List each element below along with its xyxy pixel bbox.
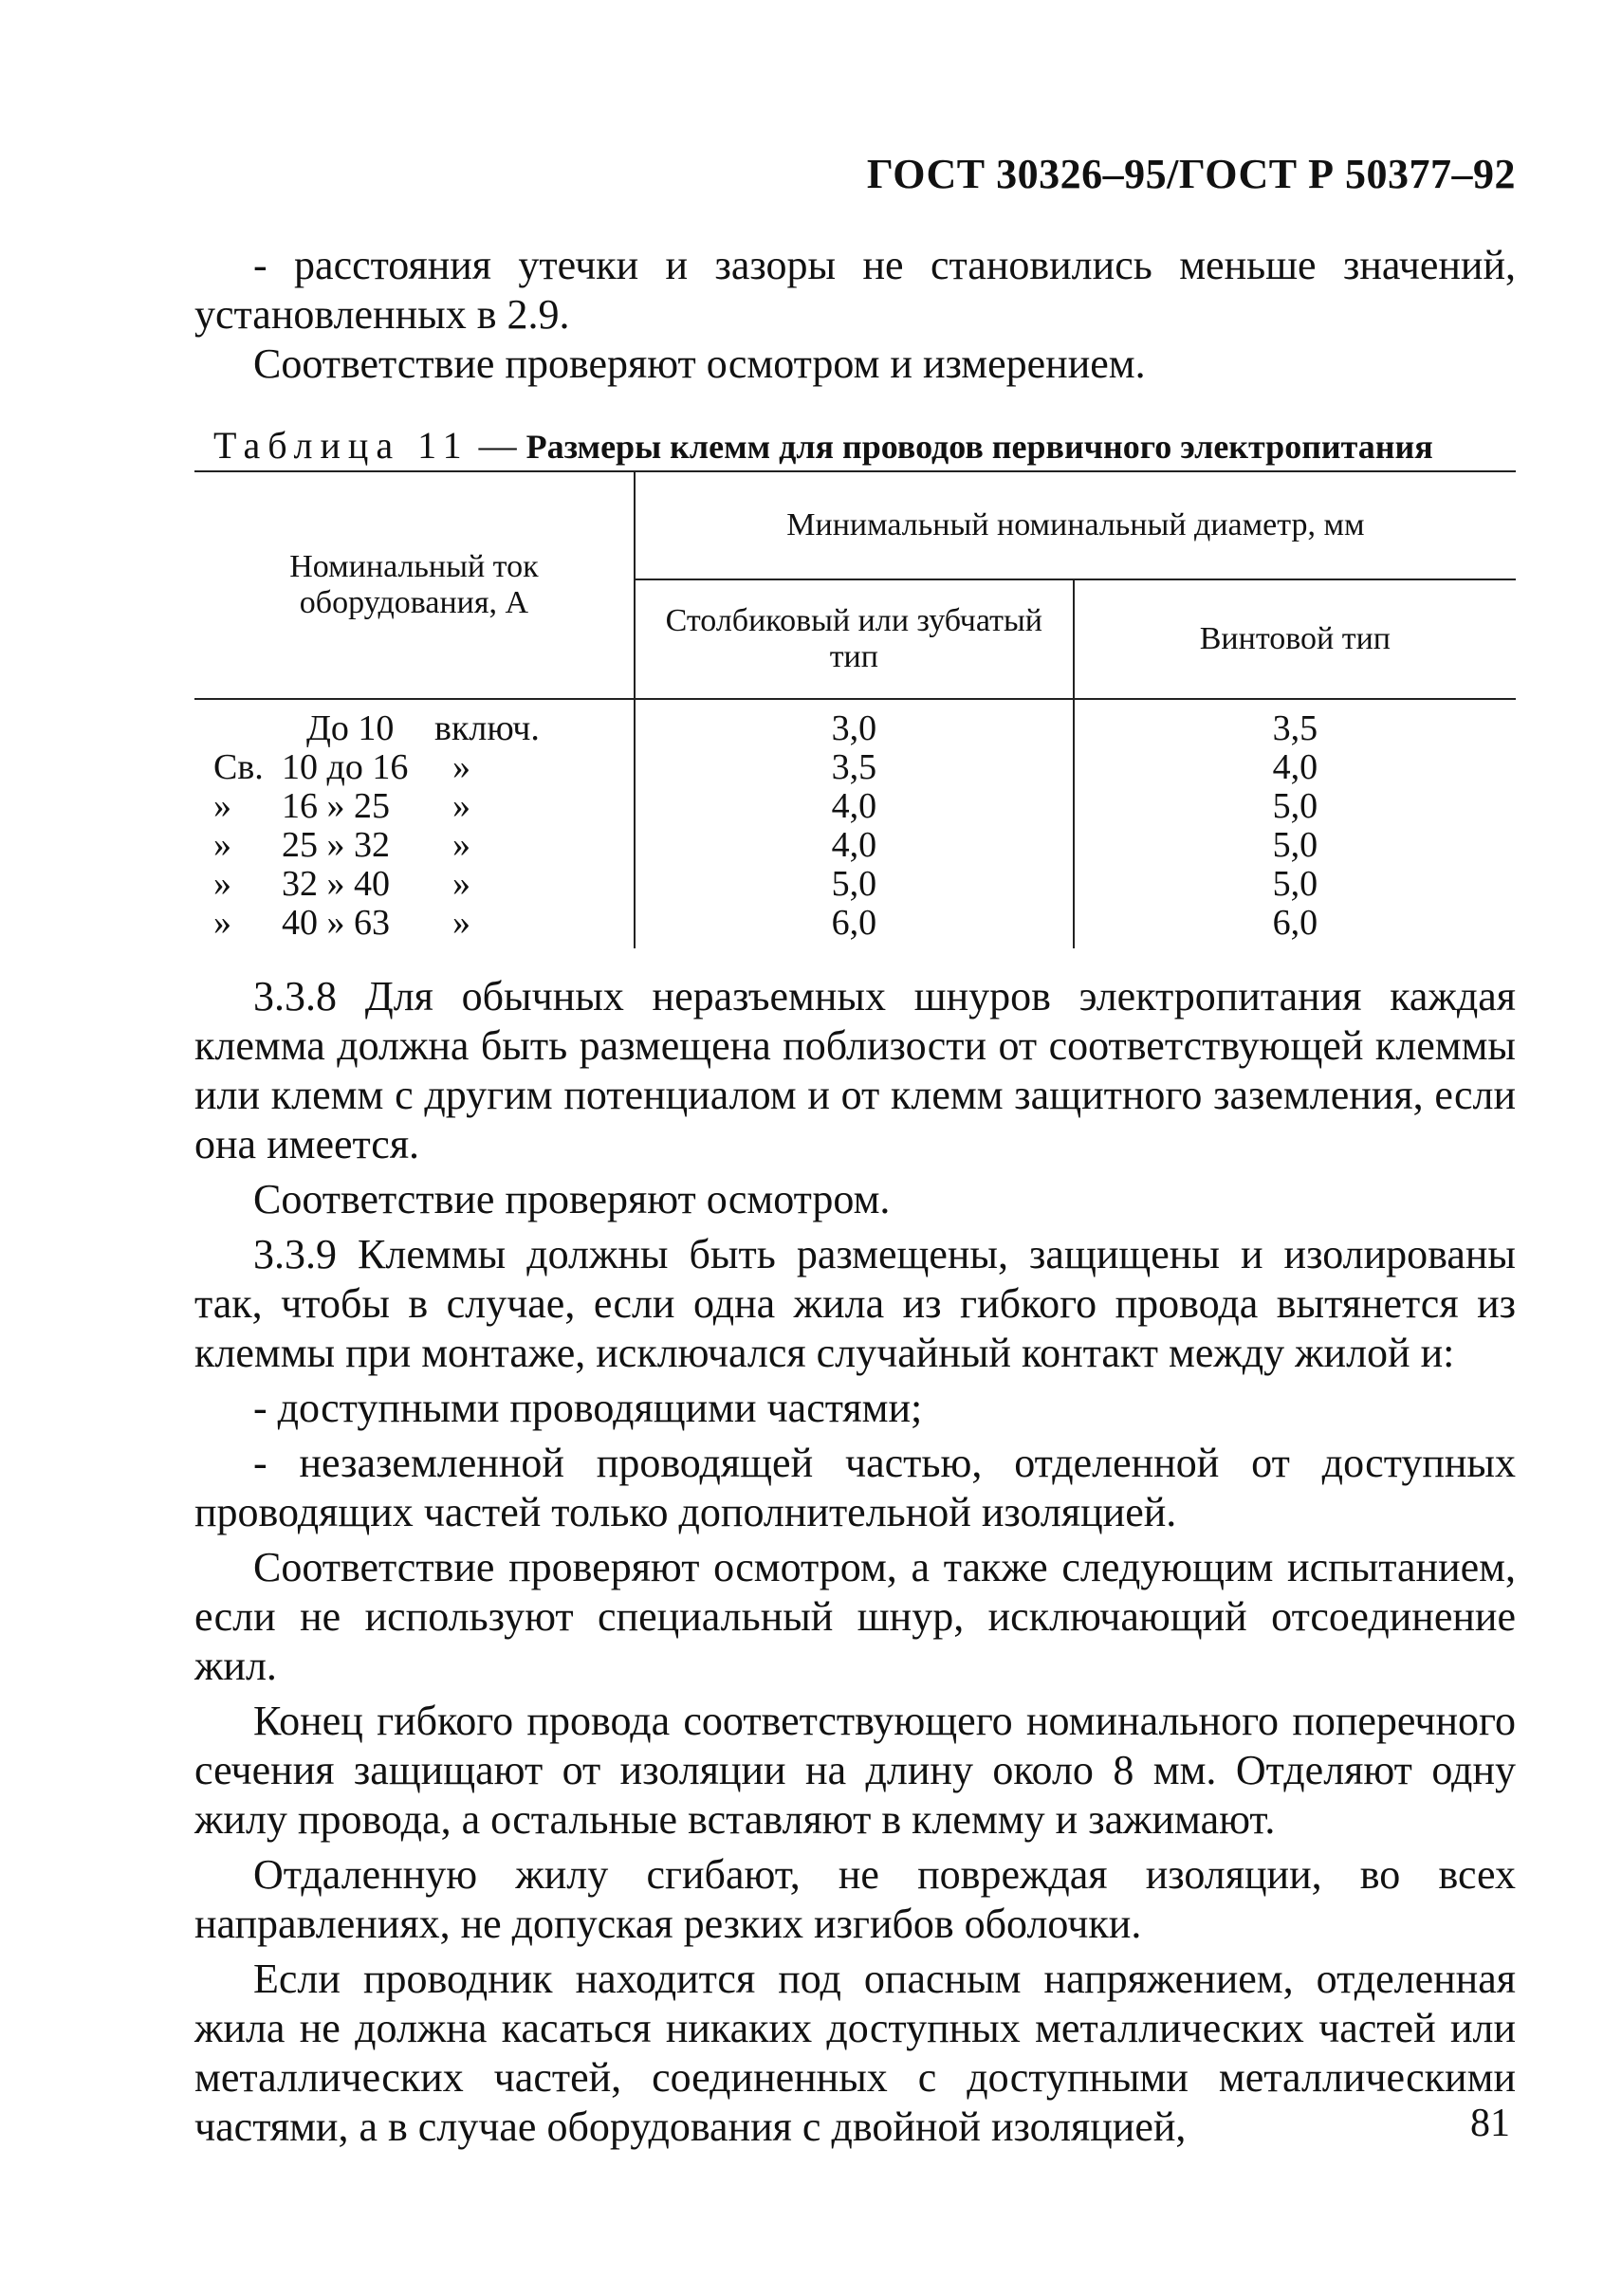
table-row: [194, 699, 1516, 748]
table-row: [194, 787, 1516, 826]
table-row: [194, 748, 1516, 787]
range-prefix: »: [213, 864, 231, 904]
paragraph: Если проводник находится под опасным напряжением, отделенная жила не должна касаться никаких доступных металлических частей или металлических частей, соединенных с доступными металлическими частями, а в случае оборудования с двойной изоляцией,: [194, 1956, 1516, 2150]
post-type-value: 4,0: [635, 826, 1074, 865]
current-range-cell: [194, 826, 635, 865]
paragraph: Соответствие проверяют осмотром и измерением.: [253, 340, 1146, 387]
current-range-cell: [194, 699, 635, 748]
post-type-value: 3,0: [635, 699, 1074, 748]
screw-type-value: 5,0: [1074, 865, 1516, 904]
list-item: - доступными проводящими частями;: [253, 1385, 923, 1431]
current-range-cell: [194, 748, 635, 787]
column-header-screw-type: Винтовой тип: [1074, 579, 1516, 699]
table-label: Таблица 11: [213, 424, 470, 467]
table-row: [194, 865, 1516, 904]
current-range-cell: [194, 904, 635, 948]
range-values: 10 до 16: [282, 747, 409, 787]
page-number: 81: [1470, 2102, 1510, 2145]
screw-type-value: 5,0: [1074, 826, 1516, 865]
paragraph: 3.3.8 Для обычных неразъемных шнуров электропитания каждая клемма должна быть размещена поблизости от соответствующей клеммы или клемм с другим потенциалом и от клемм защитного заземления, если она имеется.: [194, 973, 1516, 1167]
post-type-value: 4,0: [635, 787, 1074, 826]
post-type-value: 6,0: [635, 904, 1074, 948]
intro-text: [194, 241, 1516, 389]
range-suffix: »: [452, 786, 470, 826]
range-values: 25 » 32: [282, 825, 390, 865]
range-values: 40 » 63: [282, 903, 390, 943]
range-prefix: Св.: [213, 747, 264, 787]
main-text: [194, 972, 1516, 2152]
paragraph: Соответствие проверяют осмотром.: [253, 1176, 891, 1222]
post-type-value: 3,5: [635, 748, 1074, 787]
paragraph: - расстояния утечки и зазоры не становились меньше значений, установленных в 2.9.: [194, 242, 1516, 338]
range-prefix: »: [213, 903, 231, 943]
table-row: [194, 826, 1516, 865]
screw-type-value: 6,0: [1074, 904, 1516, 948]
range-suffix: »: [452, 825, 470, 865]
terminal-size-table: [194, 470, 1516, 948]
range-values: 32 » 40: [282, 864, 390, 904]
table-caption: [213, 423, 1518, 468]
table-row: [194, 904, 1516, 948]
caption-dash: —: [469, 424, 526, 467]
range-values: 16 » 25: [282, 786, 390, 826]
range-suffix: »: [452, 747, 470, 787]
range-prefix: »: [213, 825, 231, 865]
post-type-value: 5,0: [635, 865, 1074, 904]
current-range-cell: [194, 865, 635, 904]
list-item: - незаземленной проводящей частью, отделенной от доступных проводящих частей только дополнительной изоляцией.: [194, 1440, 1516, 1535]
column-header-current: Номинальный ток оборудования, А: [194, 471, 635, 699]
paragraph: Конец гибкого провода соответствующего номинального поперечного сечения защищают от изоляции на длину около 8 мм. Отделяют одну жилу провода, а остальные вставляют в клемму и зажимают.: [194, 1698, 1516, 1843]
range-values: До 10: [306, 708, 395, 748]
data-table: [194, 470, 1516, 948]
range-prefix: »: [213, 786, 231, 826]
paragraph: Отдаленную жилу сгибают, не повреждая изоляции, во всех направлениях, не допуская резких изгибов оболочки.: [194, 1851, 1516, 1947]
range-suffix: »: [452, 864, 470, 904]
column-group-header-diameter: Минимальный номинальный диаметр, мм: [635, 471, 1516, 579]
screw-type-value: 3,5: [1074, 699, 1516, 748]
range-suffix: »: [452, 903, 470, 943]
current-range-cell: [194, 787, 635, 826]
range-suffix: включ.: [434, 708, 540, 748]
paragraph: 3.3.9 Клеммы должны быть размещены, защищены и изолированы так, чтобы в случае, если одна жила из гибкого провода вытянется из клеммы при монтаже, исключался случайный контакт между жилой и:: [194, 1231, 1516, 1376]
screw-type-value: 5,0: [1074, 787, 1516, 826]
standard-header: ГОСТ 30326–95/ГОСТ Р 50377–92: [866, 151, 1516, 197]
column-header-post-type: Столбиковый или зубчатый тип: [635, 579, 1074, 699]
screw-type-value: 4,0: [1074, 748, 1516, 787]
paragraph: Соответствие проверяют осмотром, а также следующим испытанием, если не используют специальный шнур, исключающий отсоединение жил.: [194, 1544, 1516, 1689]
table-title: Размеры клемм для проводов первичного электропитания: [525, 428, 1433, 466]
